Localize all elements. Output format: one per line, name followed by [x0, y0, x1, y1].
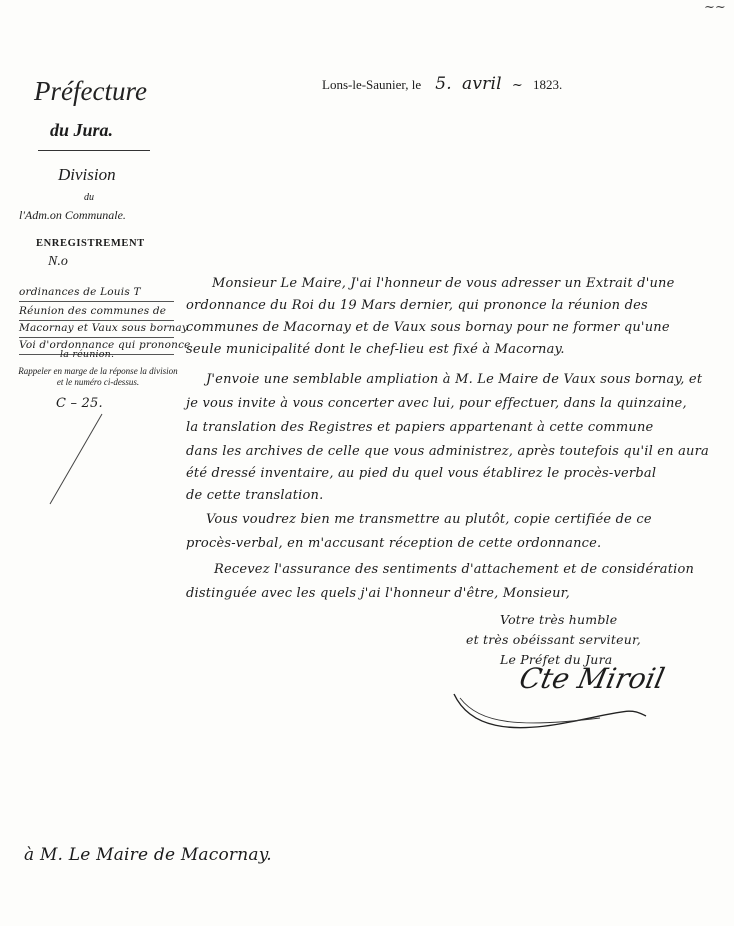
body-line: Recevez l'assurance des sentiments d'attachement et de considération — [214, 562, 695, 577]
margin-note-line: la réunion. — [60, 349, 115, 360]
body-line: été dressé inventaire, au pied du quel vous établirez le procès-verbal — [186, 466, 657, 481]
margin-rule — [19, 320, 174, 321]
margin-rule — [19, 301, 174, 302]
closing-line: Le Préfet du Jura — [500, 652, 613, 667]
margin-rule — [19, 337, 174, 338]
addressee: à M. Le Maire de Macornay. — [24, 845, 272, 865]
margin-note-line: Macornay et Vaux sous bornay — [19, 322, 189, 334]
closing-line: et très obéissant serviteur, — [466, 632, 641, 647]
corner-mark: ~~ — [704, 0, 726, 15]
reminder-instruction: Rappeler en marge de la réponse la division et le numéro ci-dessus. — [18, 366, 178, 387]
margin-slash-line — [46, 400, 106, 510]
body-line: de cette translation. — [186, 488, 324, 503]
body-line: distinguée avec les quels j'ai l'honneur d'être, Monsieur, — [186, 586, 570, 601]
body-line: seule municipalité dont le chef-lieu est fixé à Macornay. — [186, 342, 565, 357]
body-line: J'envoie une semblable ampliation à M. Le Maire de Vaux sous bornay, et — [206, 372, 703, 387]
dateline-day: 5. — [435, 74, 452, 94]
margin-note-line: Réunion des communes de — [19, 305, 167, 317]
department-name: du Jura. — [50, 120, 114, 140]
margin-note-line: Voi d'ordonnance qui prononce — [19, 339, 191, 351]
body-line: je vous invite à vous concerter avec lui, pour effectuer, dans la quinzaine, — [186, 396, 687, 411]
division-administration: l'Adm.on Communale. — [19, 208, 126, 222]
body-line: Vous voudrez bien me transmettre au plutôt, copie certifiée de ce — [206, 512, 652, 527]
signature-flourish — [450, 688, 650, 738]
reference-code: C – 25. — [56, 396, 103, 411]
body-line: communes de Macornay et de Vaux sous bornay pour ne former qu'une — [186, 320, 670, 335]
closing-line: Votre très humble — [500, 612, 618, 627]
prefect-signature: Cte Miroil — [516, 662, 668, 695]
dateline-dash: ~ — [511, 78, 523, 93]
header-divider — [38, 150, 150, 151]
prefecture-heading: Préfecture — [34, 76, 147, 106]
body-line: Monsieur Le Maire, J'ai l'honneur de vous adresser un Extrait d'une — [212, 276, 675, 291]
division-du: du — [84, 192, 94, 203]
dateline-place: Lons-le-Saunier, le — [322, 77, 422, 92]
body-line: procès-verbal, en m'accusant réception de cette ordonnance. — [186, 536, 602, 551]
dateline-month: avril — [462, 74, 502, 94]
body-line: la translation des Registres et papiers appartenant à cette commune — [186, 420, 654, 435]
registration-number: N.o — [48, 254, 68, 269]
margin-note-line: ordinances de Louis T — [19, 286, 141, 298]
dateline-year: 1823. — [532, 77, 563, 92]
division-label: Division — [58, 165, 116, 184]
body-line: ordonnance du Roi du 19 Mars dernier, qui prononce la réunion des — [186, 298, 648, 313]
registration-label: ENREGISTREMENT — [36, 238, 145, 249]
dateline — [322, 74, 562, 94]
body-line: dans les archives de celle que vous administrez, après toutefois qu'il en aura — [186, 444, 709, 459]
